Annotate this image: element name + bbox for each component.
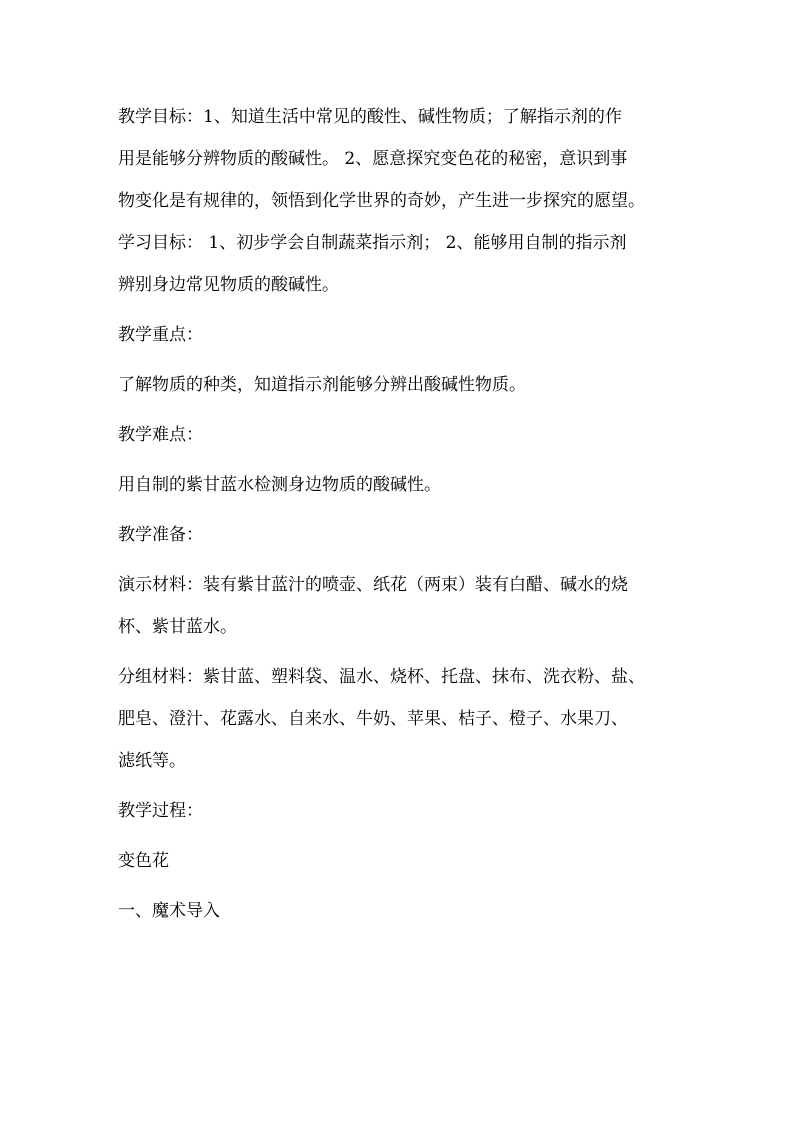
preparation-heading: 教学准备：	[118, 525, 203, 545]
learning-goals-line: 学习目标： 1、初步学会自制蔬菜指示剂； 2、能够用自制的指示剂	[118, 233, 627, 253]
demo-materials-paragraph	[118, 564, 690, 648]
goals-line: 用是能够分辨物质的酸碱性。 2、愿意探究变色花的秘密，意识到事	[118, 149, 628, 169]
key-point-heading: 教学重点：	[118, 325, 203, 345]
key-point-text: 了解物质的种类，知道指示剂能够分辨出酸碱性物质。	[118, 375, 526, 395]
learning-goals-line: 辨别身边常见物质的酸碱性。	[118, 275, 339, 295]
section-heading: 一、魔术导入	[118, 901, 220, 921]
goals-line: 教学目标：1、知道生活中常见的酸性、碱性物质；了解指示剂的作	[118, 107, 622, 127]
goals-paragraph	[118, 96, 690, 306]
difficulty-text: 用自制的紫甘蓝水检测身边物质的酸碱性。	[118, 475, 441, 495]
demo-materials-line: 演示材料：装有紫甘蓝汁的喷壶、纸花（两束）装有白醋、碱水的烧	[118, 575, 628, 595]
group-materials-line: 肥皂、澄汁、花露水、自来水、牛奶、苹果、桔子、橙子、水果刀、	[118, 709, 628, 729]
group-materials-line: 分组材料：紫甘蓝、塑料袋、温水、烧杯、托盘、抹布、洗衣粉、盐、	[118, 667, 645, 687]
lesson-title: 变色花	[118, 851, 169, 871]
goals-line: 物变化是有规律的，领悟到化学世界的奇妙，产生进一步探究的愿望。	[118, 191, 645, 211]
group-materials-line: 滤纸等。	[118, 751, 186, 771]
demo-materials-line: 杯、紫甘蓝水。	[118, 617, 237, 637]
difficulty-heading: 教学难点：	[118, 425, 203, 445]
process-heading: 教学过程：	[118, 801, 203, 821]
group-materials-paragraph	[118, 656, 690, 782]
document-page	[118, 96, 690, 932]
